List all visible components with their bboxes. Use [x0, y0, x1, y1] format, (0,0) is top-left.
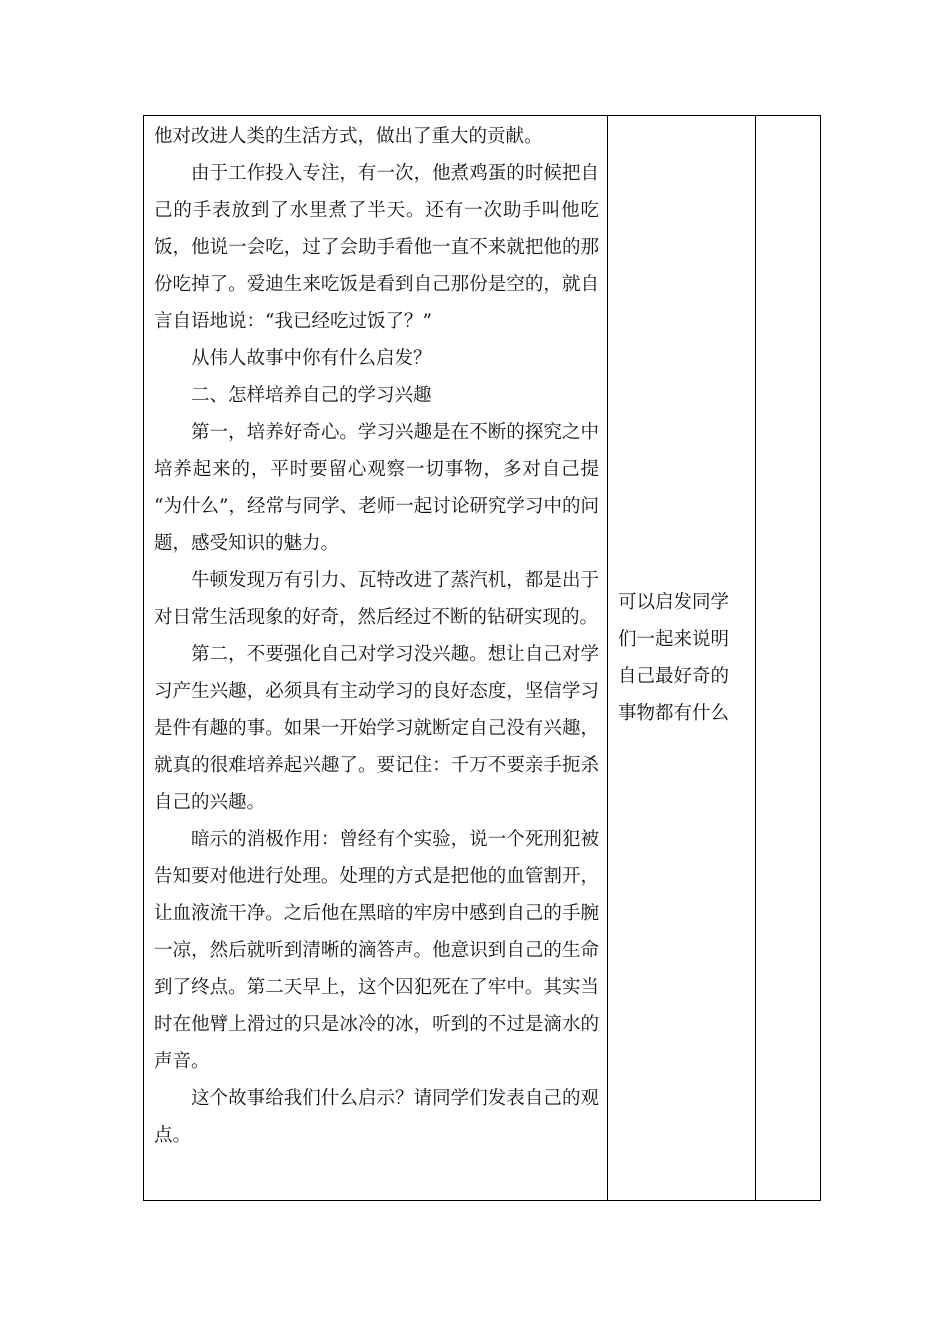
- table-row: [144, 116, 821, 1201]
- lesson-paragraph: 牛顿发现万有引力、瓦特改进了蒸汽机，都是出于对日常生活现象的好奇，然后经过不断的钻研实现的。: [154, 570, 599, 628]
- lesson-paragraph: 二、怎样培养自己的学习兴趣: [191, 385, 432, 406]
- lesson-content-cell: [144, 116, 608, 1201]
- teaching-note-line: 自己最好奇的: [618, 666, 730, 687]
- teaching-note-line: 事物都有什么: [618, 703, 730, 724]
- lesson-paragraph: 由于工作投入专注，有一次，他煮鸡蛋的时候把自己的手表放到了水里煮了半天。还有一次助手叫他吃饭，他说一会吃，过了会助手看他一直不来就把他的那份吃掉了。爱迪生来吃饭是看到自己那份是空的，就自言自语地说：“我已经吃过饭了？”: [154, 163, 599, 332]
- lesson-paragraph: 从伟人故事中你有什么启发？: [191, 348, 432, 369]
- lesson-paragraph: 暗示的消极作用：曾经有个实验，说一个死刑犯被告知要对他进行处理。处理的方式是把他的血管割开，让血液流干净。之后他在黑暗的牢房中感到自己的手腕一凉，然后就听到清晰的滴答声。他意识到自己的生命到了终点。第二天早上，这个囚犯死在了牢中。其实当时在他臂上滑过的只是冰冷的冰，听到的不过是滴水的声音。: [154, 829, 599, 1072]
- lesson-paragraph: 第一，培养好奇心。学习兴趣是在不断的探究之中培养起来的，平时要留心观察一切事物，多对自己提 “为什么”，经常与同学、老师一起讨论研究学习中的问题，感受知识的魅力。: [154, 422, 599, 554]
- lesson-paragraph: 他对改进人类的生活方式，做出了重大的贡献。: [154, 126, 543, 147]
- teaching-note: [608, 584, 755, 732]
- remarks-cell: [756, 116, 821, 1201]
- teaching-note-line: 可以启发同学: [618, 592, 730, 613]
- lesson-content: [144, 116, 607, 1154]
- lesson-paragraph: 这个故事给我们什么启示？请同学们发表自己的观点。: [154, 1088, 599, 1146]
- teaching-note-cell: [608, 116, 756, 1201]
- lesson-paragraph: 第二，不要强化自己对学习没兴趣。想让自己对学习产生兴趣，必须具有主动学习的良好态度，坚信学习是件有趣的事。如果一开始学习就断定自己没有兴趣，就真的很难培养起兴趣了。要记住：千万不要亲手扼杀自己的兴趣。: [154, 644, 599, 813]
- teaching-note-line: 们一起来说明: [618, 629, 730, 650]
- lesson-table: [143, 115, 821, 1201]
